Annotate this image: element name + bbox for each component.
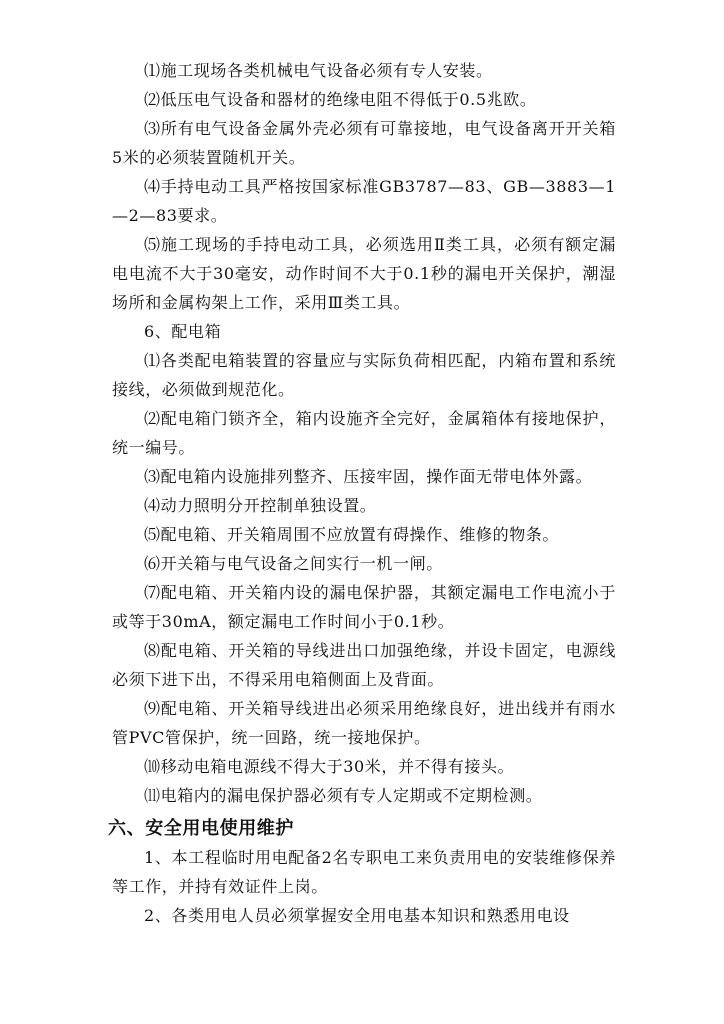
box-rule-3: ⑶配电箱内设施排列整齐、压接牢固，操作面无带电体外露。 [144, 467, 593, 486]
box-rule-5: ⑸配电箱、开关箱周围不应放置有碍操作、维修的物条。 [144, 525, 560, 544]
box-rule-8: ⑻配电箱、开关箱的导线进出口加强绝缘，并设卡固定，电源线必须下进下出，不得采用电箱侧面上及背面。 [112, 641, 616, 689]
box-rule-4: ⑷动力照明分开控制单独设置。 [144, 496, 377, 515]
box-rule-9: ⑼配电箱、开关箱导线进出必须采用绝缘良好，进出线并有雨水管PVC管保护，统一回路，统一接地保护。 [112, 699, 616, 747]
box-rule-2: ⑵配电箱门锁齐全，箱内设施齐全完好，金属箱体有接地保护，统一编号。 [112, 409, 616, 457]
paragraph-item-4: ⑷手持电动工具严格按国家标准GB3787—83、GB—3883—1—2—83要求。 [112, 177, 616, 225]
maintenance-item-1: 1、本工程临时用电配备2名专职电工来负责用电的安装维修保养等工作，并持有效证件上岗。 [112, 848, 616, 896]
paragraph-item-3: ⑶所有电气设备金属外壳必须有可靠接地，电气设备离开开关箱5米的必须装置随机开关。 [112, 119, 616, 167]
box-rule-10: ⑽移动电箱电源线不得大于30米，并不得有接头。 [144, 757, 515, 776]
box-rule-11: ⑾电箱内的漏电保护器必须有专人定期或不定期检测。 [144, 786, 543, 805]
box-rule-1: ⑴各类配电箱装置的容量应与实际负荷相匹配，内箱布置和系统接线，必须做到规范化。 [112, 351, 616, 399]
paragraph-item-2: ⑵低压电气设备和器材的绝缘电阻不得低于0.5兆欧。 [144, 90, 537, 109]
section-heading: 六、安全用电使用维护 [108, 818, 294, 839]
subsection-title-distribution-box: 6、配电箱 [144, 322, 222, 341]
box-rule-6: ⑹开关箱与电气设备之间实行一机一闸。 [144, 554, 443, 573]
paragraph-item-5: ⑸施工现场的手持电动工具，必须选用Ⅱ类工具，必须有额定漏电电流不大于30毫安，动作时间不大于0.1秒的漏电开关保护，潮湿场所和金属构架上工作，采用Ⅲ类工具。 [112, 235, 616, 312]
box-rule-7: ⑺配电箱、开关箱内设的漏电保护器，其额定漏电工作电流小于或等于30mA，额定漏电工作时间小于0.1秒。 [112, 583, 616, 631]
document-body [108, 56, 616, 930]
maintenance-item-2: 2、各类用电人员必须掌握安全用电基本知识和熟悉用电设 [144, 906, 570, 925]
paragraph-item-1: ⑴施工现场各类机械电气设备必须有专人安装。 [144, 61, 493, 80]
